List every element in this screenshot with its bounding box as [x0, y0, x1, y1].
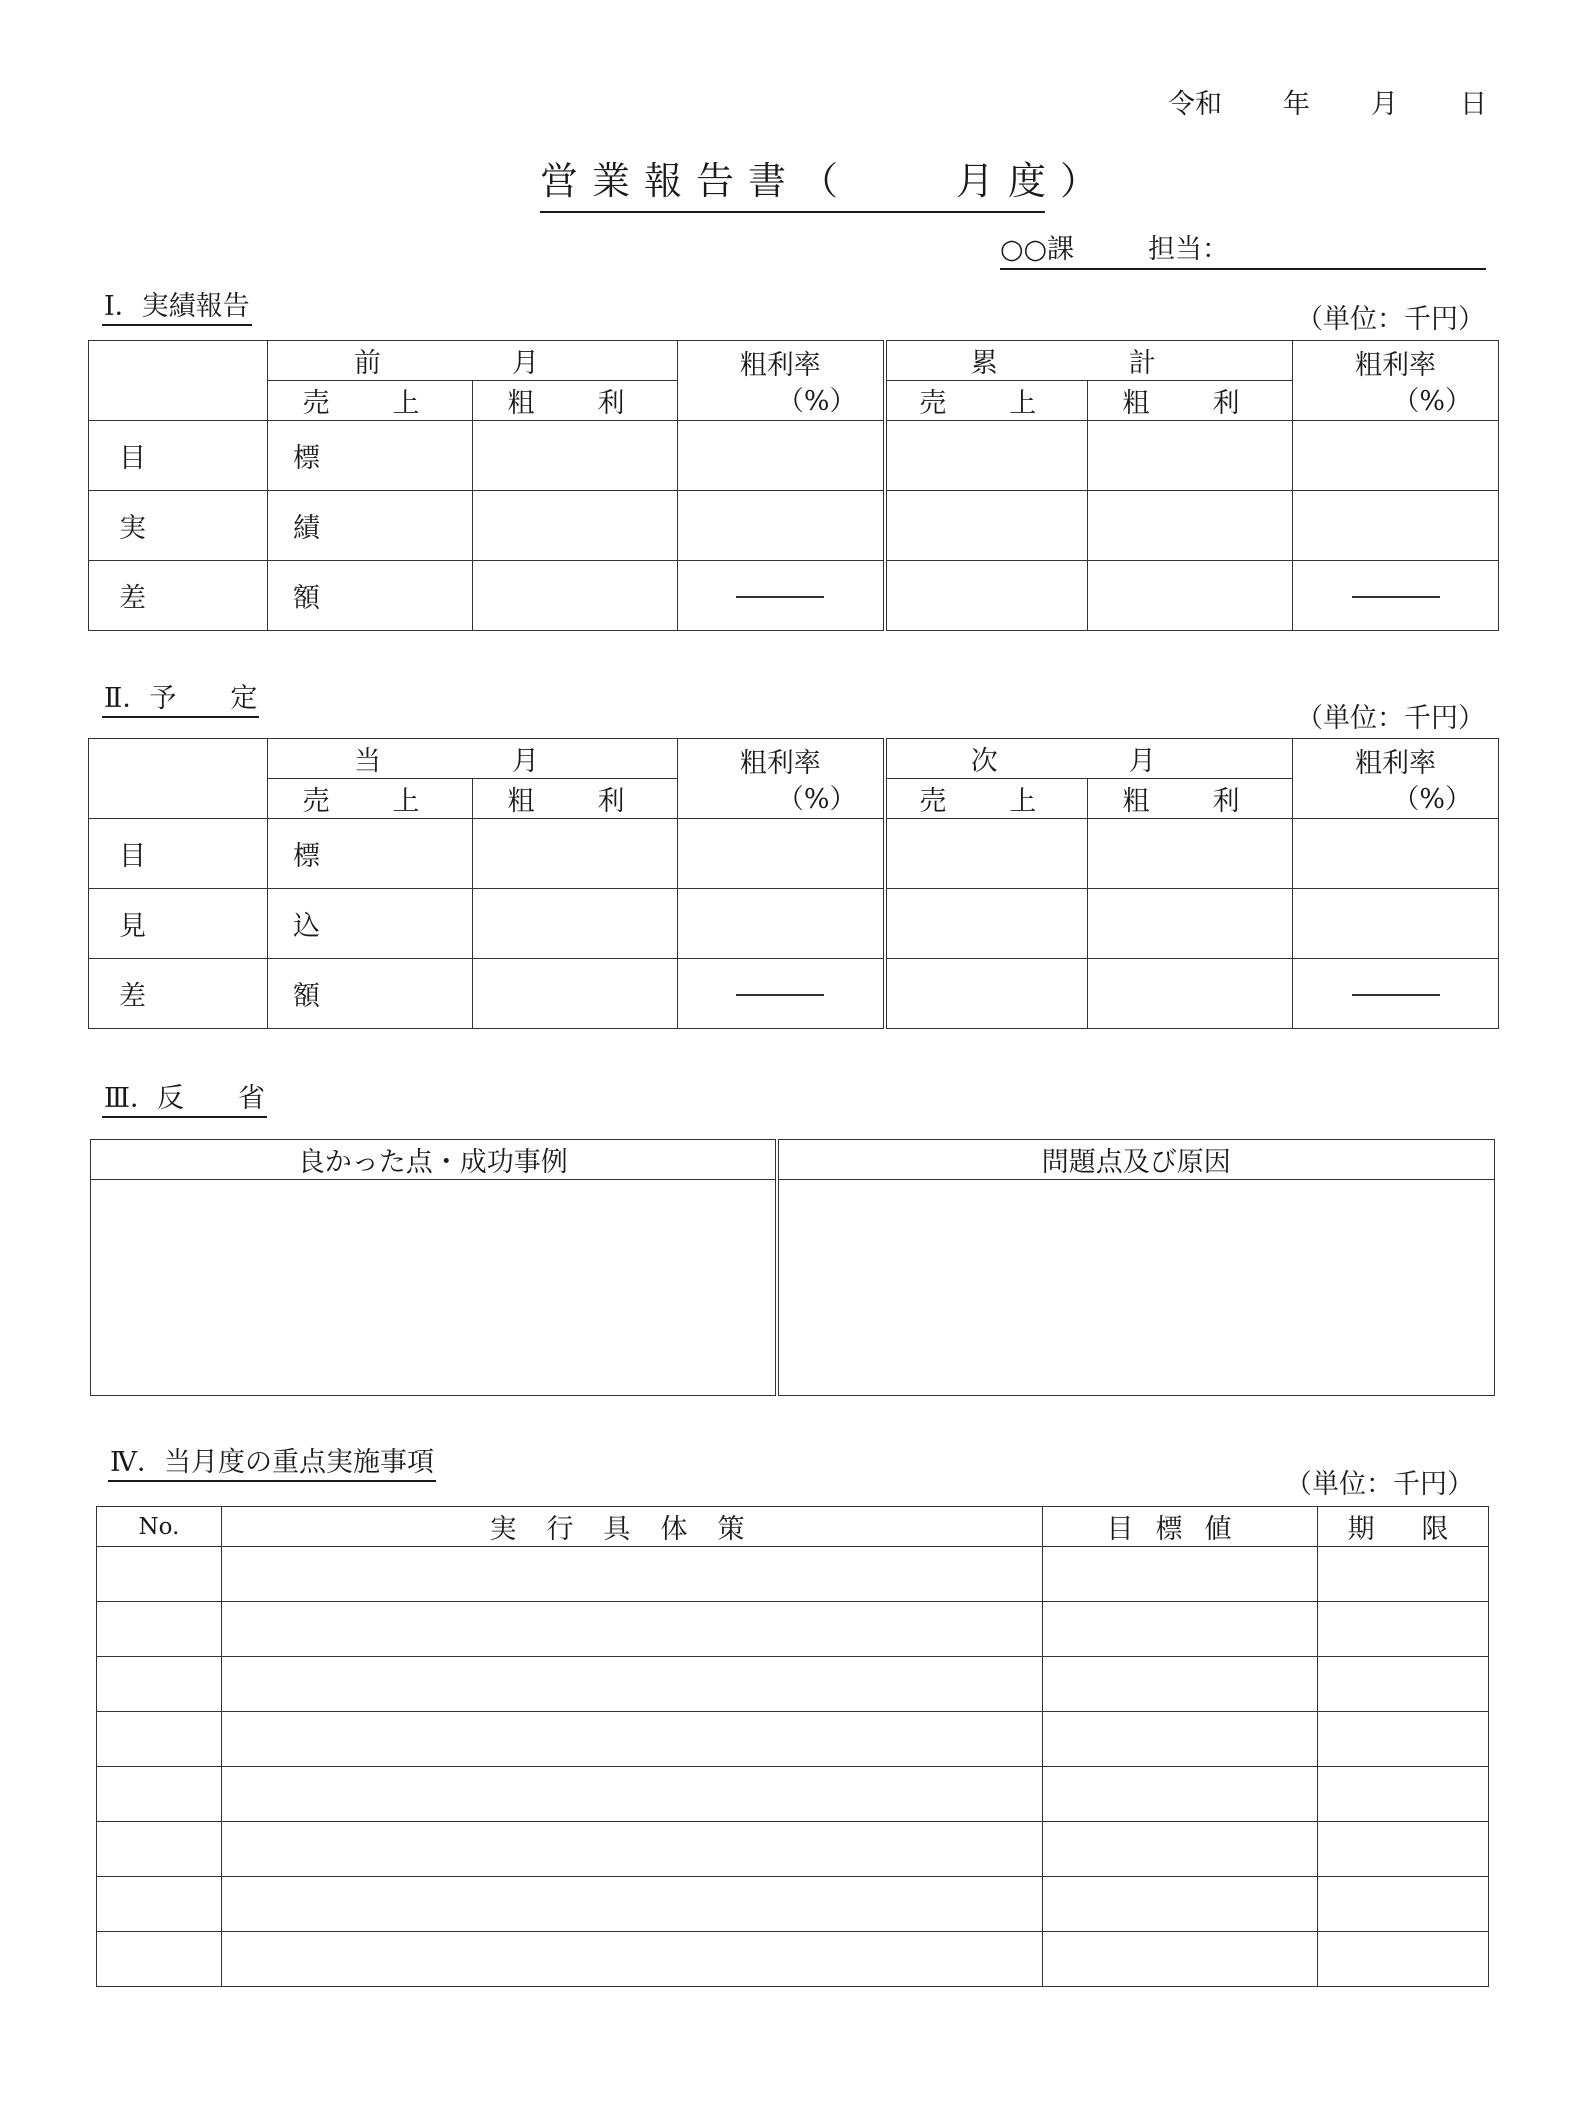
rate-label: 粗利率	[1355, 350, 1436, 381]
dash-mark	[736, 596, 824, 598]
plan-cell[interactable]	[222, 1767, 1043, 1822]
plan-cell[interactable]	[222, 1602, 1043, 1657]
deadline-cell[interactable]	[1318, 1602, 1489, 1657]
table-row	[89, 819, 1499, 889]
sales-header: 売 上	[885, 381, 1088, 421]
cell[interactable]	[885, 959, 1088, 1029]
no-cell[interactable]	[97, 1877, 222, 1932]
plan-cell[interactable]	[222, 1547, 1043, 1602]
cell[interactable]	[473, 889, 678, 959]
deadline-cell[interactable]	[1318, 1657, 1489, 1712]
sales-header: 売 上	[885, 779, 1088, 819]
cell[interactable]	[1293, 421, 1499, 491]
person-in-charge-label: 担当：	[1148, 234, 1229, 265]
rate-unit: （%）	[776, 784, 857, 815]
table-row	[97, 1602, 1489, 1657]
deadline-cell[interactable]	[1318, 1712, 1489, 1767]
cell[interactable]	[1088, 491, 1293, 561]
dash-mark	[1352, 596, 1440, 598]
rate-unit: （%）	[1392, 386, 1472, 417]
cell[interactable]	[885, 889, 1088, 959]
table-row	[89, 421, 1499, 491]
na-cell	[678, 561, 885, 631]
cell[interactable]	[473, 561, 678, 631]
section1-unit: （単位：千円）	[1296, 304, 1485, 335]
no-cell[interactable]	[97, 1602, 222, 1657]
cell[interactable]	[1293, 491, 1499, 561]
row-label-difference: 差 額	[89, 959, 268, 1029]
rate-unit: （%）	[1392, 784, 1472, 815]
table-row	[97, 1547, 1489, 1602]
gross-margin-header	[678, 739, 885, 819]
na-cell	[678, 959, 885, 1029]
no-cell[interactable]	[97, 1712, 222, 1767]
gross-margin-header	[1293, 341, 1499, 421]
department-label: ○○課	[1000, 234, 1075, 265]
cell[interactable]	[885, 491, 1088, 561]
gross-margin-header	[1293, 739, 1499, 819]
target-cell[interactable]	[1043, 1657, 1318, 1712]
results-table	[88, 340, 1499, 631]
cell[interactable]	[1088, 561, 1293, 631]
table-row	[97, 1767, 1489, 1822]
section1-heading: Ⅰ．実績報告	[102, 290, 252, 326]
profit-header: 粗 利	[473, 779, 678, 819]
group-header-current-month: 当 月	[268, 739, 678, 779]
no-cell[interactable]	[97, 1657, 222, 1712]
action-rows	[97, 1547, 1489, 1987]
no-cell[interactable]	[97, 1767, 222, 1822]
cell[interactable]	[473, 959, 678, 1029]
action-items-table	[96, 1506, 1489, 1987]
table-row	[97, 1877, 1489, 1932]
deadline-cell[interactable]	[1318, 1822, 1489, 1877]
plan-table	[88, 738, 1499, 1029]
date-line	[1168, 82, 1488, 122]
plan-cell[interactable]	[222, 1932, 1043, 1987]
deadline-cell[interactable]	[1318, 1932, 1489, 1987]
target-cell[interactable]	[1043, 1602, 1318, 1657]
row-label-target: 目 標	[89, 421, 268, 491]
cell[interactable]	[678, 819, 885, 889]
row-label-actual: 実 績	[89, 491, 268, 561]
gross-margin-header	[678, 341, 885, 421]
staff-line	[1000, 232, 1486, 270]
table-row	[89, 959, 1499, 1029]
table-row	[97, 1712, 1489, 1767]
cell[interactable]	[678, 491, 885, 561]
issues-header: 問題点及び原因	[777, 1140, 1495, 1180]
target-cell[interactable]	[1043, 1712, 1318, 1767]
col-plan-header: 実行具体策	[222, 1507, 1043, 1547]
cell[interactable]	[885, 421, 1088, 491]
no-cell[interactable]	[97, 1547, 222, 1602]
cell[interactable]	[1088, 959, 1293, 1029]
issues-area[interactable]	[777, 1180, 1495, 1396]
row-label-target: 目 標	[89, 819, 268, 889]
cell[interactable]	[885, 819, 1088, 889]
col-target-header: 目標値	[1043, 1507, 1318, 1547]
date-era: 令和	[1168, 89, 1222, 120]
table-corner	[89, 341, 268, 421]
section4-unit: （単位：千円）	[1285, 1469, 1474, 1500]
cell[interactable]	[1293, 889, 1499, 959]
target-cell[interactable]	[1043, 1547, 1318, 1602]
date-year: 年	[1283, 89, 1310, 120]
cell[interactable]	[473, 491, 678, 561]
page-title: 営業報告書（ 月度）	[540, 155, 1045, 213]
deadline-cell[interactable]	[1318, 1767, 1489, 1822]
target-cell[interactable]	[1043, 1932, 1318, 1987]
table-row	[97, 1932, 1489, 1987]
profit-header: 粗 利	[1088, 779, 1293, 819]
target-cell[interactable]	[1043, 1877, 1318, 1932]
no-cell[interactable]	[97, 1822, 222, 1877]
plan-cell[interactable]	[222, 1877, 1043, 1932]
table-corner	[89, 739, 268, 819]
section2-unit: （単位：千円）	[1296, 703, 1485, 734]
no-cell[interactable]	[97, 1932, 222, 1987]
deadline-cell[interactable]	[1318, 1547, 1489, 1602]
cell[interactable]	[1088, 819, 1293, 889]
cell[interactable]	[885, 561, 1088, 631]
table-row	[89, 561, 1499, 631]
cell[interactable]	[1088, 889, 1293, 959]
rate-unit: （%）	[776, 386, 857, 417]
date-month: 月	[1371, 89, 1398, 120]
rate-label: 粗利率	[739, 350, 821, 381]
row-label-forecast: 見 込	[89, 889, 268, 959]
cell[interactable]	[1088, 421, 1293, 491]
table-row	[89, 889, 1499, 959]
target-cell[interactable]	[1043, 1767, 1318, 1822]
table-row	[97, 1657, 1489, 1712]
target-cell[interactable]	[1043, 1822, 1318, 1877]
sales-header: 売 上	[268, 779, 473, 819]
dash-mark	[1352, 994, 1440, 996]
date-day: 日	[1460, 89, 1487, 120]
cell[interactable]	[678, 421, 885, 491]
table-row	[89, 491, 1499, 561]
good-points-area[interactable]	[91, 1180, 777, 1396]
cell[interactable]	[678, 889, 885, 959]
col-no-header: No.	[97, 1507, 222, 1547]
reflection-table	[90, 1139, 1495, 1396]
table-row	[97, 1822, 1489, 1877]
profit-header: 粗 利	[473, 381, 678, 421]
group-header-cumulative: 累 計	[885, 341, 1293, 381]
plan-cell[interactable]	[222, 1657, 1043, 1712]
profit-header: 粗 利	[1088, 381, 1293, 421]
col-deadline-header: 期 限	[1318, 1507, 1489, 1547]
dash-mark	[736, 994, 824, 996]
rate-label: 粗利率	[1355, 748, 1436, 779]
plan-cell[interactable]	[222, 1712, 1043, 1767]
sales-header: 売 上	[268, 381, 473, 421]
section4-heading: Ⅳ．当月度の重点実施事項	[108, 1446, 436, 1482]
rate-label: 粗利率	[739, 748, 821, 779]
cell[interactable]	[473, 421, 678, 491]
group-header-previous-month: 前 月	[268, 341, 678, 381]
group-header-next-month: 次 月	[885, 739, 1293, 779]
row-label-difference: 差 額	[89, 561, 268, 631]
section2-heading: Ⅱ．予 定	[102, 682, 259, 718]
cell[interactable]	[1293, 819, 1499, 889]
cell[interactable]	[473, 819, 678, 889]
plan-cell[interactable]	[222, 1822, 1043, 1877]
na-cell	[1293, 561, 1499, 631]
section3-heading: Ⅲ．反 省	[102, 1082, 267, 1118]
good-points-header: 良かった点・成功事例	[91, 1140, 777, 1180]
deadline-cell[interactable]	[1318, 1877, 1489, 1932]
na-cell	[1293, 959, 1499, 1029]
